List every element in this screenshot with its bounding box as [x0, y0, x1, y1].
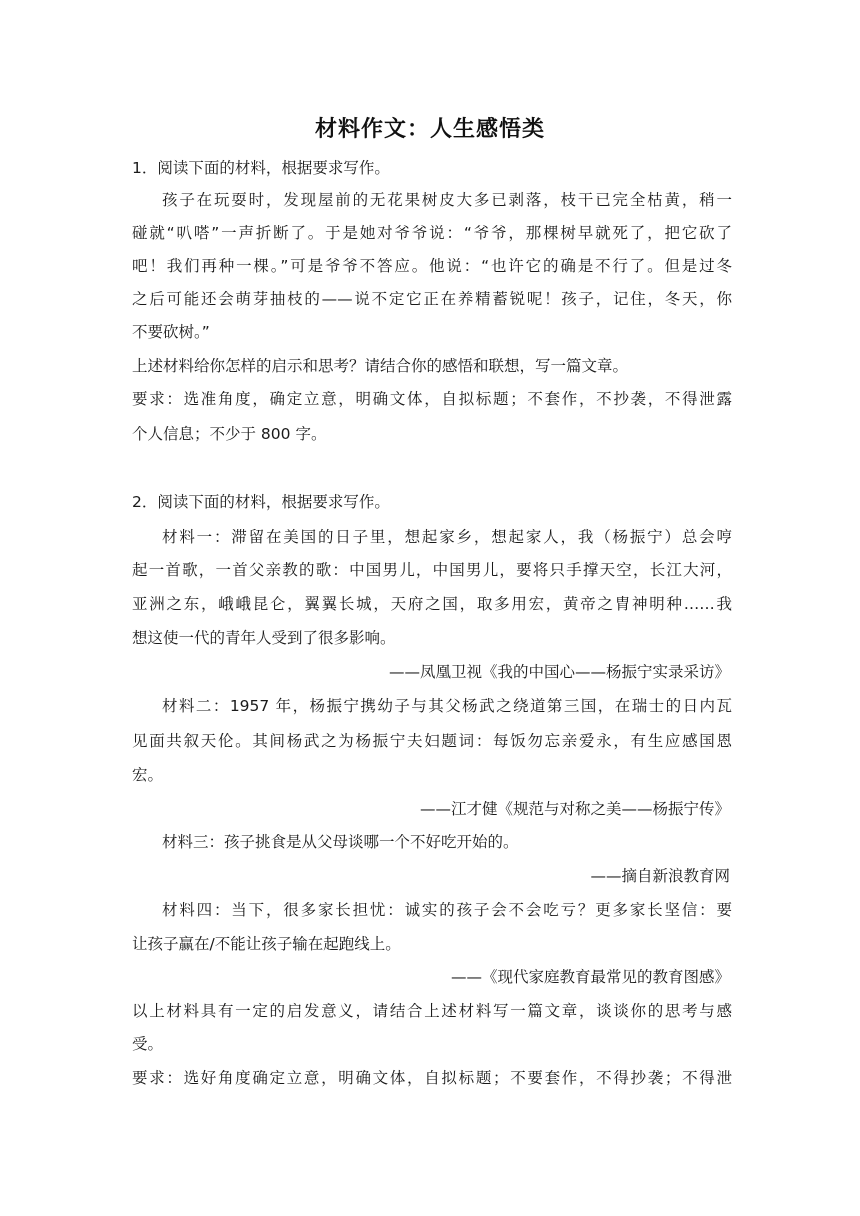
q2-material2-line: 见面共叙天伦。其间杨武之为杨振宁夫妇题词：每饭勿忘亲爱永，有生应感国恩 [132, 732, 732, 750]
q2-material1-source: ——凤凰卫视《我的中国心——杨振宁实录采访》 [388, 663, 730, 681]
q1-question: 上述材料给你怎样的启示和思考？请结合你的感悟和联想，写一篇文章。 [132, 357, 629, 375]
q2-material3-source: ——摘自新浪教育网 [590, 867, 730, 885]
q1-material-line: 碰就“叭嗒”一声折断了。于是她对爷爷说：“爷爷，那棵树早就死了，把它砍了 [132, 224, 732, 242]
q2-material1-line: 起一首歌，一首父亲教的歌：中国男儿，中国男儿，要将只手撑天空，长江大河， [132, 561, 732, 579]
q2-question-line: 受。 [132, 1035, 164, 1053]
q1-material-line: 孩子在玩耍时，发现屋前的无花果树皮大多已剥落，枝干已完全枯黄，稍一 [162, 191, 732, 209]
q2-material4-line: 让孩子赢在/不能让孩子输在起跑线上。 [132, 935, 401, 953]
q2-question-line: 以上材料具有一定的启发意义，请结合上述材料写一篇文章，谈谈你的思考与感 [132, 1002, 732, 1020]
q2-material4-source: ——《现代家庭教育最常见的教育图感》 [450, 968, 730, 986]
q2-material1-line: 想这使一代的青年人受到了很多影响。 [132, 629, 396, 647]
q2-material3-line: 材料三：孩子挑食是从父母谈哪一个不好吃开始的。 [162, 833, 519, 851]
q2-material2-line: 材料二：1957 年，杨振宁携幼子与其父杨武之绕道第三国，在瑞士的日内瓦 [162, 697, 732, 715]
q2-material4-line: 材料四：当下，很多家长担忧：诚实的孩子会不会吃亏？更多家长坚信：要 [162, 901, 732, 919]
q2-prompt: 2．阅读下面的材料，根据要求写作。 [132, 493, 390, 511]
q1-material-line: 吧！我们再种一棵。”可是爷爷不答应。他说：“也许它的确是不行了。但是过冬 [132, 257, 732, 275]
q2-material2-source: ——江才健《规范与对称之美——杨振宁传》 [419, 800, 730, 818]
q1-prompt: 1．阅读下面的材料，根据要求写作。 [132, 159, 390, 177]
q2-requirement-line: 要求：选好角度确定立意，明确文体，自拟标题；不要套作，不得抄袭；不得泄 [132, 1069, 732, 1087]
q1-material-line: 不要砍树。” [132, 323, 210, 341]
q1-requirement-line: 要求：选准角度，确定立意，明确文体，自拟标题；不套作，不抄袭，不得泄露 [132, 390, 732, 408]
q2-material2-line: 宏。 [132, 766, 164, 784]
q2-material1-line: 材料一：滞留在美国的日子里，想起家乡，想起家人，我（杨振宁）总会哼 [162, 528, 732, 546]
q2-material1-line: 亚洲之东，峨峨昆仑，翼翼长城，天府之国，取多用宏，黄帝之胄神明种……我 [132, 595, 732, 613]
q1-requirement-line: 个人信息；不少于 800 字。 [132, 425, 327, 443]
q1-material-line: 之后可能还会萌芽抽枝的——说不定它正在养精蓄锐呢！孩子，记住，冬天，你 [132, 290, 732, 308]
document-title: 材料作文：人生感悟类 [314, 117, 545, 142]
